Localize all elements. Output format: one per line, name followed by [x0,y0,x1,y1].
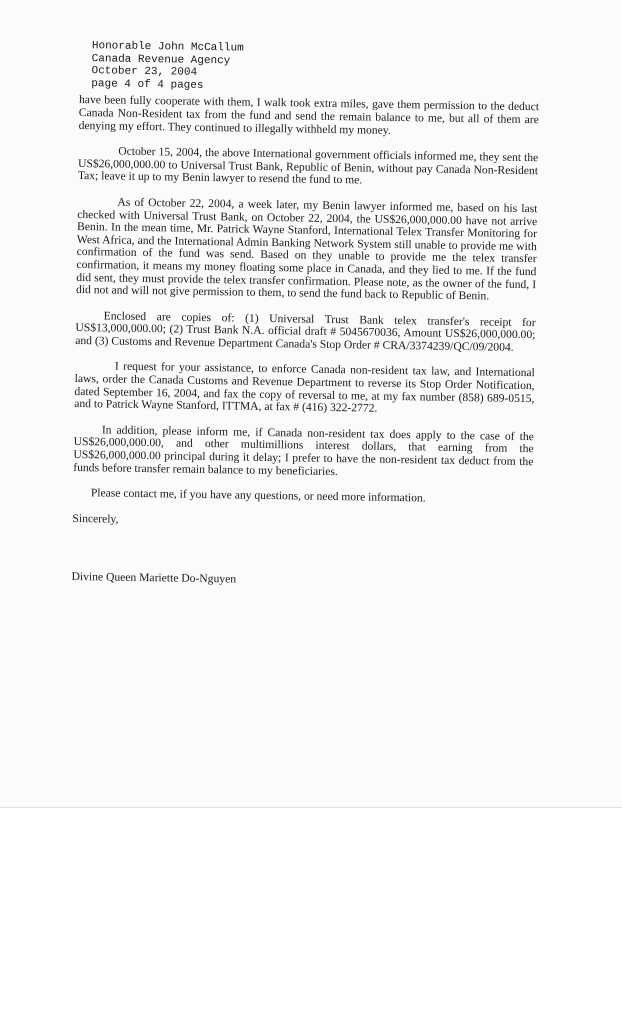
recipient-agency: Canada Revenue Agency [91,52,231,67]
letter-header [79,40,540,98]
paragraph-3: As of October 22, 2004, a week later, my Benin lawyer informed me, based on his last checked with Universal Trust Bank, on October 22, 2004, the US$26,000,000.00 have not arrive Benin. In the mean time, Mr. Patrick Wayne Stanford, International Telex Transfer Monitoring for West Africa, and the International Admin Banking Network System still unable to provide me with confirmation of the fund was send. Based on they unable to provide me the telex transfer confirmation, it means my money floating some place in Canada, and they lied to me. If the fund did sent, they must provide the telex transfer confirmation. Please note, as the owner of the fund, I did not and will not give permission to them, to send the fund back to Republic of Benin. [75,195,538,303]
closing: Sincerely, [72,511,119,526]
letter-body [71,40,540,603]
recipient-name: Honorable John McCallum [91,40,244,55]
paragraph-7: Please contact me, if you have any questions, or need more information. [90,486,426,505]
paragraph-1: have been fully cooperate with them, I walk took extra miles, gave them permission to the deduct Canada Non-Resident tax from the fund and send the remain balance to me, but all of them are denying my effort. They continued to illegally withheld my money. [78,93,540,137]
letter-date: October 23, 2004 [91,65,198,80]
signature-name: Divine Queen Mariette Do-Nguyen [71,570,237,586]
paragraph-2: October 15, 2004, the above International government officials informed me, they sent the US$26,000,000.00 to Universal Trust Bank, Republic of Benin, without pay Canada Non-Resident Tax; leave it up to my Benin lawyer to resend the fund to me. [77,144,539,187]
paragraph-6: In addition, please inform me, if Canada non-resident tax does apply to the case of the US$26,000,000.00, and other multimillions interest dollars, that earning from the US$26,000,000.00 principal during it delay; I prefer to have the non-resident tax deduct from the funds before transfer remain balance to my beneficiaries. [73,423,534,478]
page-number: page 4 of 4 pages [91,77,204,92]
paragraph-5: I request for your assistance, to enforce Canada non-resident tax law, and International laws, order the Canada Customs and Revenue Department to reverse its Stop Order Notification, dated September 16, 2004, and fax the copy of reversal to me, at my fax number (858) 689-0515, and to Patrick Wayne Stanford, ITTMA, at fax # (416) 322-2772. [74,360,535,415]
paragraph-4: Enclosed are copies of: (1) Universal Trust Bank telex transfer's receipt for US$13,000,000.00; (2) Trust Bank N.A. official draft # 5045670036, Amount US$26,000,000.00; and (3) Customs and Revenue Department Canada's Stop Order # CRA/3374239/QC/09/2004. [75,309,536,354]
